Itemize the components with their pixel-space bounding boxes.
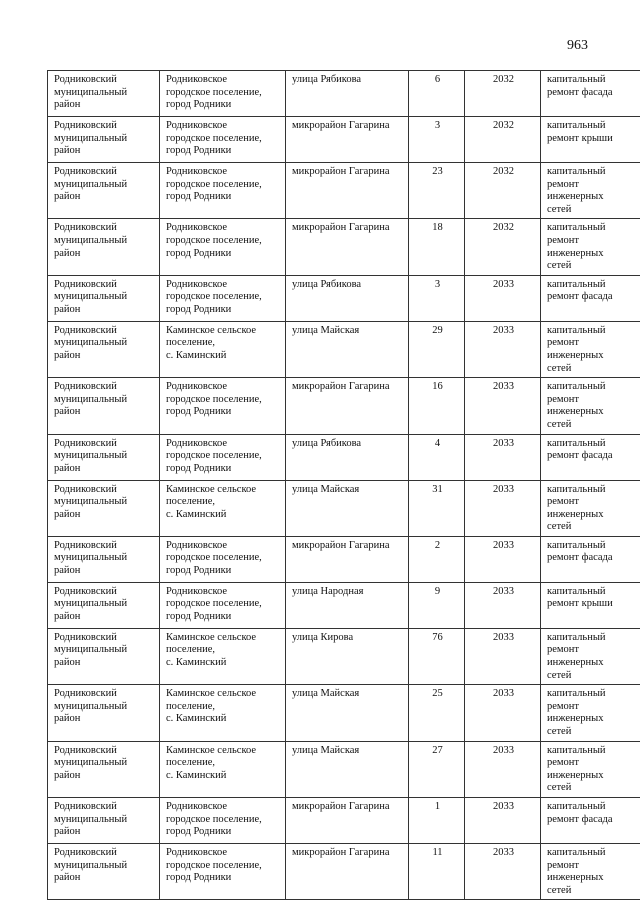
year-cell: 2033 [465,628,541,684]
year-cell: 2033 [465,582,541,628]
settlement-cell-line: городское поселение, [166,178,262,190]
district-cell-line: район [54,349,81,361]
work-type-cell-line: ремонт [547,337,580,349]
year-cell: 2032 [465,117,541,163]
district-cell-line: муниципальный [54,496,128,508]
district-cell-line: Родниковский [54,324,117,336]
settlement-cell-line: Родниковское [166,801,228,812]
settlement-cell-line: Каминское сельское [166,631,257,643]
settlement-cell-line: городское поселение, [166,813,262,825]
work-type-cell [541,628,640,684]
settlement-cell-line: городское поселение, [166,393,262,405]
year-cell: 2033 [465,798,541,844]
district-cell-line: Родниковский [54,688,117,700]
work-type-cell-line: инженерных [547,713,604,725]
district-cell [48,378,160,434]
settlement-cell-line: город Родники [166,191,232,203]
district-cell [48,480,160,536]
work-type-cell [541,844,640,900]
settlement-cell-line: поселение, [166,496,216,508]
house-number-cell: 2 [409,536,465,582]
settlement-cell-line: Родниковское [166,278,228,290]
settlement-cell [160,163,286,219]
district-cell [48,628,160,684]
district-cell-line: Родниковский [54,631,117,643]
settlement-cell-line: Каминское сельское [166,688,257,700]
settlement-cell-line: с. Каминский [166,508,227,520]
district-cell-line: Родниковский [54,801,117,812]
year-cell: 2032 [465,219,541,275]
street-cell: микрорайон Гагарина [286,117,409,163]
table-row [48,71,640,117]
district-cell-line: муниципальный [54,450,128,462]
settlement-cell-line: городское поселение, [166,291,262,303]
table-row [48,117,640,163]
house-number-cell: 9 [409,582,465,628]
district-cell-line: район [54,826,81,838]
district-cell-line: район [54,565,81,577]
work-type-cell-line: инженерных [547,657,604,669]
district-cell-line: Родниковский [54,483,117,495]
settlement-cell [160,685,286,741]
district-cell [48,321,160,377]
street-cell: улица Кирова [286,628,409,684]
settlement-cell-line: с. Каминский [166,349,227,361]
house-number-cell: 6 [409,71,465,117]
year-cell: 2033 [465,536,541,582]
district-cell-line: Родниковский [54,744,117,756]
street-cell: микрорайон Гагарина [286,378,409,434]
work-type-cell-line: инженерных [547,508,604,520]
work-type-cell-line: ремонт фасада [547,86,613,98]
district-cell-line: муниципальный [54,757,128,769]
district-cell-line: муниципальный [54,644,128,656]
work-type-cell-line: капитальный [547,222,606,234]
settlement-cell-line: городское поселение, [166,86,262,98]
street-cell: улица Рябикова [286,434,409,480]
work-type-cell [541,321,640,377]
settlement-cell-line: город Родники [166,611,232,623]
settlement-cell [160,582,286,628]
work-type-cell-line: капитальный [547,74,606,85]
settlement-cell-line: поселение, [166,700,216,712]
street-cell: микрорайон Гагарина [286,219,409,275]
work-type-cell [541,685,640,741]
work-type-cell [541,378,640,434]
year-cell: 2033 [465,275,541,321]
work-type-cell-line: инженерных [547,349,604,361]
district-cell-line: муниципальный [54,700,128,712]
work-type-cell-line: капитальный [547,847,606,858]
district-cell-line: муниципальный [54,813,128,825]
house-number-cell: 16 [409,378,465,434]
district-cell-line: район [54,191,81,203]
work-type-cell-line: капитальный [547,744,606,756]
work-type-cell-line: капитальный [547,324,606,336]
district-cell-line: муниципальный [54,234,128,246]
settlement-cell-line: Родниковское [166,539,228,551]
settlement-cell-line: город Родники [166,826,232,838]
settlement-cell-line: Родниковское [166,74,228,85]
year-cell: 2033 [465,844,541,900]
house-number-cell: 29 [409,321,465,377]
work-type-cell-line: сетей [547,782,572,794]
work-type-cell-line: ремонт фасада [547,813,613,825]
house-number-cell: 23 [409,163,465,219]
district-cell-line: Родниковский [54,278,117,290]
settlement-cell-line: город Родники [166,99,232,111]
table-row [48,275,640,321]
work-type-cell-line: инженерных [547,191,604,203]
work-type-cell [541,582,640,628]
district-cell [48,685,160,741]
work-type-cell [541,117,640,163]
table-row [48,480,640,536]
street-cell: микрорайон Гагарина [286,163,409,219]
work-type-cell [541,741,640,797]
settlement-cell [160,480,286,536]
table-body [48,71,640,900]
district-cell [48,798,160,844]
settlement-cell-line: поселение, [166,337,216,349]
work-type-cell-line: инженерных [547,247,604,259]
settlement-cell-line: городское поселение, [166,132,262,144]
settlement-cell [160,741,286,797]
district-cell [48,844,160,900]
district-cell [48,536,160,582]
street-cell: улица Народная [286,582,409,628]
table-row [48,685,640,741]
work-type-cell-line: капитальный [547,437,606,449]
settlement-cell [160,275,286,321]
settlement-cell-line: Каминское сельское [166,744,257,756]
work-type-cell-line: сетей [547,260,572,272]
work-type-cell-line: ремонт [547,859,580,871]
settlement-cell-line: город Родники [166,872,232,884]
settlement-cell-line: город Родники [166,303,232,315]
settlement-cell [160,378,286,434]
settlement-cell [160,321,286,377]
district-cell-line: район [54,872,81,884]
settlement-cell-line: с. Каминский [166,769,227,781]
year-cell: 2033 [465,741,541,797]
settlement-cell-line: городское поселение, [166,598,262,610]
settlement-cell [160,844,286,900]
house-number-cell: 3 [409,117,465,163]
district-cell-line: Родниковский [54,74,117,85]
street-cell: микрорайон Гагарина [286,536,409,582]
year-cell: 2032 [465,163,541,219]
district-cell [48,71,160,117]
house-number-cell: 18 [409,219,465,275]
street-cell: микрорайон Гагарина [286,844,409,900]
district-cell-line: Родниковский [54,847,117,858]
district-cell-line: Родниковский [54,222,117,234]
work-type-cell-line: капитальный [547,801,606,812]
work-type-cell-line: сетей [547,726,572,738]
year-cell: 2032 [465,71,541,117]
district-cell [48,219,160,275]
district-cell-line: муниципальный [54,598,128,610]
work-type-cell-line: капитальный [547,585,606,597]
house-number-cell: 3 [409,275,465,321]
work-type-cell [541,434,640,480]
work-type-cell-line: сетей [547,521,572,533]
district-cell [48,117,160,163]
district-cell [48,434,160,480]
street-cell: улица Рябикова [286,71,409,117]
settlement-cell-line: с. Каминский [166,713,227,725]
work-type-cell-line: ремонт крыши [547,598,613,610]
district-cell-line: район [54,303,81,315]
settlement-cell-line: город Родники [166,462,232,474]
work-type-cell-line: капитальный [547,539,606,551]
district-cell-line: район [54,508,81,520]
work-type-cell-line: сетей [547,203,572,215]
district-cell-line: район [54,611,81,623]
settlement-cell [160,628,286,684]
district-cell-line: муниципальный [54,393,128,405]
district-cell-line: район [54,769,81,781]
settlement-cell-line: Родниковское [166,585,228,597]
district-cell-line: муниципальный [54,859,128,871]
district-cell-line: район [54,247,81,259]
work-type-cell-line: ремонт [547,393,580,405]
district-cell-line: район [54,462,81,474]
work-type-cell-line: ремонт фасада [547,450,613,462]
year-cell: 2033 [465,434,541,480]
district-cell-line: район [54,145,81,157]
work-type-cell-line: сетей [547,669,572,681]
work-type-cell-line: ремонт фасада [547,291,613,303]
district-cell [48,163,160,219]
work-type-cell-line: ремонт [547,644,580,656]
settlement-cell-line: Родниковское [166,437,228,449]
settlement-cell-line: город Родники [166,565,232,577]
settlement-cell-line: городское поселение, [166,552,262,564]
district-cell-line: район [54,713,81,725]
house-number-cell: 31 [409,480,465,536]
district-cell-line: Родниковский [54,437,117,449]
settlement-cell [160,434,286,480]
district-cell [48,275,160,321]
settlement-cell-line: городское поселение, [166,859,262,871]
district-cell-line: муниципальный [54,132,128,144]
street-cell: улица Майская [286,480,409,536]
district-cell [48,582,160,628]
settlement-cell-line: поселение, [166,757,216,769]
work-type-cell-line: инженерных [547,769,604,781]
district-cell-line: Родниковский [54,381,117,393]
work-type-cell-line: ремонт фасада [547,552,613,564]
year-cell: 2033 [465,685,541,741]
district-cell-line: Родниковский [54,166,117,177]
district-cell-line: муниципальный [54,337,128,349]
table-row [48,582,640,628]
table-row [48,536,640,582]
settlement-cell-line: город Родники [166,247,232,259]
settlement-cell [160,536,286,582]
settlement-cell-line: Родниковское [166,847,228,858]
work-type-cell [541,219,640,275]
work-type-cell-line: капитальный [547,688,606,700]
district-cell-line: муниципальный [54,178,128,190]
district-cell-line: район [54,99,81,111]
district-cell [48,741,160,797]
street-cell: улица Майская [286,321,409,377]
house-number-cell: 27 [409,741,465,797]
settlement-cell-line: городское поселение, [166,234,262,246]
work-type-cell-line: сетей [547,884,572,896]
settlement-cell-line: поселение, [166,644,216,656]
district-cell-line: Родниковский [54,120,117,131]
district-cell-line: муниципальный [54,291,128,303]
settlement-cell [160,798,286,844]
table-row [48,163,640,219]
table-row [48,844,640,900]
repair-schedule-table [47,70,640,900]
work-type-cell [541,163,640,219]
work-type-cell [541,275,640,321]
page-number: 963 [567,38,588,53]
work-type-cell-line: капитальный [547,166,606,177]
house-number-cell: 25 [409,685,465,741]
settlement-cell [160,219,286,275]
settlement-cell-line: городское поселение, [166,450,262,462]
work-type-cell-line: сетей [547,418,572,430]
work-type-cell-line: ремонт [547,234,580,246]
district-cell-line: Родниковский [54,585,117,597]
work-type-cell-line: капитальный [547,120,606,131]
table-row [48,219,640,275]
work-type-cell-line: капитальный [547,381,606,393]
settlement-cell-line: Родниковское [166,120,228,131]
table-row [48,321,640,377]
settlement-cell [160,117,286,163]
settlement-cell-line: Каминское сельское [166,324,257,336]
district-cell-line: муниципальный [54,86,128,98]
house-number-cell: 11 [409,844,465,900]
table-row [48,798,640,844]
year-cell: 2033 [465,480,541,536]
district-cell-line: муниципальный [54,552,128,564]
settlement-cell-line: город Родники [166,145,232,157]
district-cell-line: район [54,657,81,669]
table-row [48,378,640,434]
settlement-cell-line: с. Каминский [166,657,227,669]
work-type-cell-line: капитальный [547,483,606,495]
work-type-cell-line: капитальный [547,631,606,643]
house-number-cell: 1 [409,798,465,844]
work-type-cell-line: ремонт [547,178,580,190]
work-type-cell [541,480,640,536]
house-number-cell: 4 [409,434,465,480]
year-cell: 2033 [465,321,541,377]
work-type-cell [541,536,640,582]
work-type-cell-line: ремонт крыши [547,132,613,144]
settlement-cell-line: Родниковское [166,222,228,234]
street-cell: микрорайон Гагарина [286,798,409,844]
street-cell: улица Майская [286,741,409,797]
district-cell-line: Родниковский [54,539,117,551]
settlement-cell-line: Родниковское [166,166,228,177]
work-type-cell-line: ремонт [547,757,580,769]
table-row [48,434,640,480]
work-type-cell-line: инженерных [547,406,604,418]
table-row [48,628,640,684]
street-cell: улица Рябикова [286,275,409,321]
street-cell: улица Майская [286,685,409,741]
work-type-cell-line: капитальный [547,278,606,290]
settlement-cell-line: Родниковское [166,381,228,393]
work-type-cell-line: ремонт [547,496,580,508]
work-type-cell [541,798,640,844]
work-type-cell [541,71,640,117]
work-type-cell-line: инженерных [547,872,604,884]
settlement-cell-line: город Родники [166,406,232,418]
work-type-cell-line: ремонт [547,700,580,712]
year-cell: 2033 [465,378,541,434]
house-number-cell: 76 [409,628,465,684]
settlement-cell-line: Каминское сельское [166,483,257,495]
district-cell-line: район [54,406,81,418]
settlement-cell [160,71,286,117]
work-type-cell-line: сетей [547,362,572,374]
table-row [48,741,640,797]
